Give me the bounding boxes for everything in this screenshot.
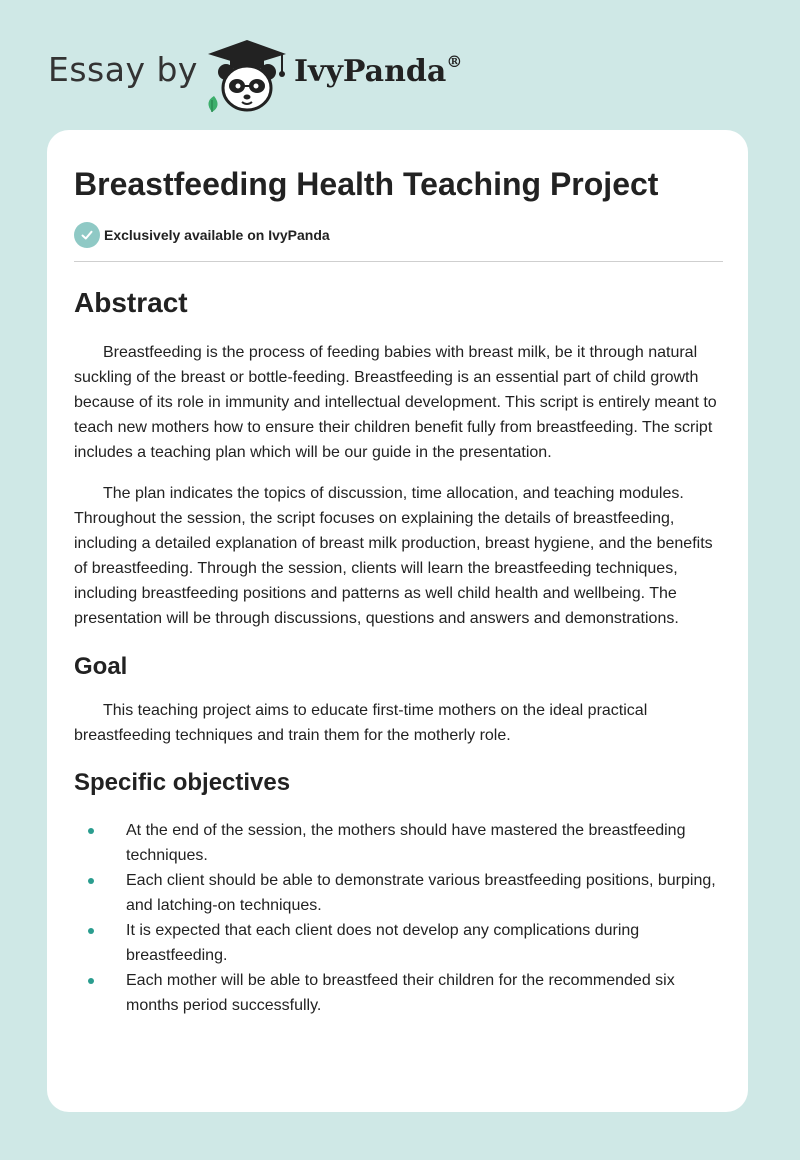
list-item-text: Each mother will be able to breastfeed their children for the recommended six months period successfully. xyxy=(126,972,675,1014)
badge-text: Exclusively available on IvyPanda xyxy=(104,227,330,243)
goal-heading: Goal xyxy=(74,653,128,680)
bullet-icon xyxy=(88,978,94,984)
brand-name[interactable]: IvyPanda® xyxy=(294,52,463,89)
bullet-icon xyxy=(88,878,94,884)
abstract-paragraph-1: Breastfeeding is the process of feeding babies with breast milk, be it through natural suckling of the breast or bottle-feeding. Breastfeeding is an essential part of child growth because of its role in immunity and intellectual development. This script is entirely meant to teach new mothers how to ensure their children benefit fully from breastfeeding. The script includes a teaching plan which will be our guide in the presentation. xyxy=(74,344,717,461)
list-item xyxy=(74,968,723,1018)
abstract-heading: Abstract xyxy=(74,287,188,318)
objectives-list xyxy=(74,818,723,1018)
list-item-text: At the end of the session, the mothers should have mastered the breastfeeding techniques. xyxy=(126,822,686,864)
list-item-text: It is expected that each client does not develop any complications during breastfeeding. xyxy=(126,922,640,964)
objectives-heading: Specific objectives xyxy=(74,769,291,796)
exclusive-badge xyxy=(74,222,723,248)
check-icon xyxy=(74,222,100,248)
list-item xyxy=(74,918,723,968)
divider xyxy=(74,261,723,262)
page-title: Breastfeeding Health Teaching Project xyxy=(74,166,659,202)
article-content xyxy=(74,164,723,1018)
site-header xyxy=(48,28,748,118)
abstract-paragraph-2: The plan indicates the topics of discussion, time allocation, and teaching modules. Throughout the session, the script focuses on explaining the details of breastfeeding, including a detailed explanation of breast milk production, breast hygiene, and the benefits of breastfeeding. Through the session, clients will learn the breastfeeding techniques, including breastfeeding positions and patterns as well child health and wellbeing. The presentation will be through discussions, questions and answers and demonstrations. xyxy=(74,485,713,627)
list-item xyxy=(74,818,723,868)
essay-by-label: Essay by xyxy=(48,50,198,89)
article-card xyxy=(47,130,748,1112)
bullet-icon xyxy=(88,928,94,934)
panda-graduate-icon xyxy=(202,36,292,116)
bullet-icon xyxy=(88,828,94,834)
goal-paragraph: This teaching project aims to educate first-time mothers on the ideal practical breastfeeding techniques and train them for the motherly role. xyxy=(74,702,648,744)
list-item xyxy=(74,868,723,918)
list-item-text: Each client should be able to demonstrate various breastfeeding positions, burping, and latching-on techniques. xyxy=(126,872,716,914)
